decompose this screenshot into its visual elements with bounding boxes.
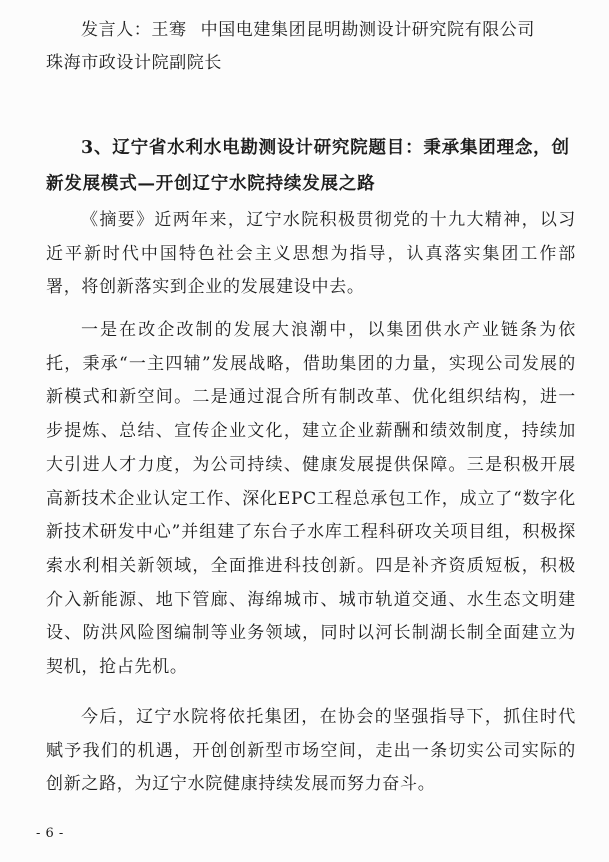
- section-heading: 3、辽宁省水利水电勘测设计研究院题目：秉承集团理念，创新发展模式—开创辽宁水院持续发展之路: [46, 138, 570, 194]
- page-number: - 6 -: [36, 826, 64, 841]
- speaker-block: [46, 14, 576, 80]
- speaker-organization: 中国电建集团昆明勘测设计研究院有限公司: [200, 20, 536, 40]
- speaker-label: 发言人：王骞: [81, 20, 187, 40]
- body-paragraph: 一是在改企改制的发展大浪潮中，以集团供水产业链条为依托，秉承“一主四辅”发展战略，借助集团的力量，实现公司发展的新模式和新空间。二是通过混合所有制改革、优化组织结构，进一步提炼、总结、宣传企业文化，建立企业薪酬和绩效制度，持续加大引进人才力度，为公司持续、健康发展提供保障。三是积极开展高新技术企业认定工作、深化EPC工程总承包工作，成立了“数字化新技术研发中心”并组建了东台子水库工程科研攻关项目组，积极探索水利相关新领域，全面推进科技创新。四是补齐资质短板，积极介入新能源、地下管廊、海绵城市、城市轨道交通、水生态文明建设、防洪风险图编制等业务领域，同时以河长制湖长制全面建立为契机，抢占先机。: [46, 320, 576, 678]
- speaker-title: 珠海市政设计院副院长: [46, 53, 222, 73]
- speaker-line: [46, 14, 576, 47]
- closing-paragraph: 今后，辽宁水院将依托集团，在协会的坚强指导下，抓住时代赋予我们的机遇，开创创新型市场空间，走出一条切实公司实际的创新之路，为辽宁水院健康持续发展而努力奋斗。: [46, 707, 576, 794]
- abstract-paragraph: 《摘要》近两年来，辽宁水院积极贯彻党的十九大精神，以习近平新时代中国特色社会主义思想为指导，认真落实集团工作部署，将创新落实到企业的发展建设中去。: [46, 210, 576, 297]
